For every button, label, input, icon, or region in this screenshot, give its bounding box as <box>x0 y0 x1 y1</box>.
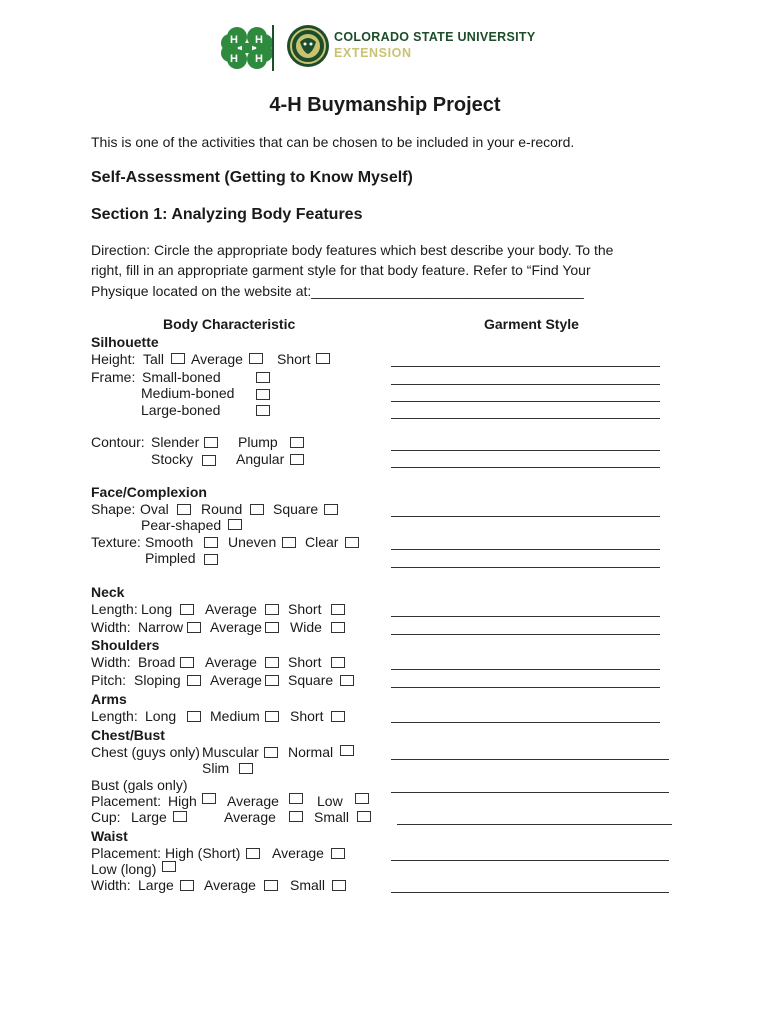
checkbox-shoulder-short[interactable] <box>331 657 345 668</box>
garment-line-waist-placement[interactable] <box>391 860 669 861</box>
page-title: 4-H Buymanship Project <box>269 94 501 116</box>
garment-line-neck-length[interactable] <box>391 616 660 617</box>
checkbox-oval[interactable] <box>177 504 191 515</box>
label-waist-placement: Placement: <box>91 845 162 861</box>
checkbox-neck-long[interactable] <box>180 604 194 615</box>
garment-line-shoulder-pitch[interactable] <box>391 687 660 688</box>
option-medium-boned: Medium-boned <box>141 385 235 401</box>
option-normal: Normal <box>288 744 334 760</box>
label-shoulder-pitch: Pitch: <box>91 672 127 688</box>
svg-text:H: H <box>255 34 263 46</box>
label-height: Height: <box>91 351 136 367</box>
checkbox-clear[interactable] <box>345 537 359 548</box>
checkbox-shoulder-square[interactable] <box>340 675 354 686</box>
garment-line-contour-1[interactable] <box>391 450 660 451</box>
garment-line-shoulder-width[interactable] <box>391 669 660 670</box>
option-neck-average: Average <box>205 601 257 617</box>
checkbox-bust-average[interactable] <box>289 793 303 804</box>
checkbox-neck-wide[interactable] <box>331 622 345 633</box>
four-leaf-clover-icon <box>220 23 274 73</box>
option-arm-short: Short <box>290 708 324 724</box>
option-neck-width-average: Average <box>210 619 262 635</box>
option-neck-short: Short <box>288 601 322 617</box>
svg-text:H: H <box>230 34 238 46</box>
direction-line-1: Direction: Circle the appropriate body features which best describe your body. To the <box>91 242 614 258</box>
option-large-boned: Large-boned <box>141 402 221 418</box>
option-muscular: Muscular <box>202 744 259 760</box>
option-stocky: Stocky <box>151 451 194 467</box>
checkbox-stocky[interactable] <box>202 455 216 466</box>
option-cup-average: Average <box>224 809 276 825</box>
checkbox-cup-small[interactable] <box>357 811 371 822</box>
label-shape: Shape: <box>91 501 136 517</box>
checkbox-arm-medium[interactable] <box>265 711 279 722</box>
checkbox-pear-shaped[interactable] <box>228 519 242 530</box>
option-neck-long: Long <box>141 601 173 617</box>
option-tall: Tall <box>143 351 165 367</box>
checkbox-waist-small[interactable] <box>332 880 346 891</box>
option-angular: Angular <box>236 451 285 467</box>
label-chest-guys: Chest (guys only) <box>91 744 200 760</box>
option-waist-width-average: Average <box>204 877 256 893</box>
checkbox-shoulder-pitch-average[interactable] <box>265 675 279 686</box>
checkbox-pimpled[interactable] <box>204 554 218 565</box>
option-smooth: Smooth <box>145 534 194 550</box>
checkbox-arm-long[interactable] <box>187 711 201 722</box>
option-cup-small: Small <box>314 809 350 825</box>
garment-line-cup[interactable] <box>397 824 672 825</box>
checkbox-normal[interactable] <box>340 745 354 756</box>
section-arms: Arms <box>91 691 127 707</box>
checkbox-tall[interactable] <box>171 353 185 364</box>
checkbox-cup-average[interactable] <box>289 811 303 822</box>
option-clear: Clear <box>305 534 339 550</box>
option-arm-medium: Medium <box>210 708 260 724</box>
checkbox-waist-large[interactable] <box>180 880 194 891</box>
section-neck: Neck <box>91 584 125 600</box>
label-arm-length: Length: <box>91 708 138 724</box>
label-shoulder-width: Width: <box>91 654 131 670</box>
garment-line-height[interactable] <box>391 366 660 367</box>
checkbox-square[interactable] <box>324 504 338 515</box>
option-waist-large: Large <box>138 877 174 893</box>
option-waist-small: Small <box>290 877 326 893</box>
section-waist: Waist <box>91 828 128 844</box>
label-bust-gals: Bust (gals only) <box>91 777 188 793</box>
option-shoulder-square: Square <box>288 672 334 688</box>
section-chest-bust: Chest/Bust <box>91 727 165 743</box>
direction-line-2: right, fill in an appropriate garment style for that body feature. Refer to “Find Your <box>91 262 591 278</box>
heading-self-assessment: Self-Assessment (Getting to Know Myself) <box>91 169 413 186</box>
option-bust-average: Average <box>227 793 279 809</box>
label-waist-width: Width: <box>91 877 131 893</box>
option-plump: Plump <box>238 434 278 450</box>
checkbox-arm-short[interactable] <box>331 711 345 722</box>
option-shoulder-average: Average <box>205 654 257 670</box>
checkbox-bust-high[interactable] <box>202 793 216 804</box>
checkbox-neck-average[interactable] <box>265 604 279 615</box>
label-contour: Contour: <box>91 434 145 450</box>
checkbox-round[interactable] <box>250 504 264 515</box>
checkbox-uneven[interactable] <box>282 537 296 548</box>
garment-line-chest[interactable] <box>391 759 669 760</box>
option-square: Square <box>273 501 319 517</box>
svg-text:H: H <box>255 53 263 65</box>
checkbox-slender[interactable] <box>204 437 218 448</box>
option-shoulder-pitch-average: Average <box>210 672 262 688</box>
heading-section-1: Section 1: Analyzing Body Features <box>91 206 363 223</box>
section-silhouette: Silhouette <box>91 334 159 350</box>
checkbox-smooth[interactable] <box>204 537 218 548</box>
ram-seal-icon <box>286 23 330 69</box>
option-round: Round <box>201 501 243 517</box>
garment-line-bust-placement[interactable] <box>391 792 669 793</box>
garment-line-frame-small[interactable] <box>391 384 660 385</box>
option-waist-average: Average <box>272 845 324 861</box>
option-small-boned: Small-boned <box>142 369 221 385</box>
university-name: COLORADO STATE UNIVERSITY <box>334 30 536 44</box>
checkbox-muscular[interactable] <box>264 747 278 758</box>
checkbox-medium-boned[interactable] <box>256 389 270 400</box>
garment-line-frame-large[interactable] <box>391 418 660 419</box>
option-shoulder-broad: Broad <box>138 654 176 670</box>
checkbox-small-boned[interactable] <box>256 372 270 383</box>
option-arm-long: Long <box>145 708 177 724</box>
column-header-garment-style: Garment Style <box>484 316 579 332</box>
section-face-complexion: Face/Complexion <box>91 484 207 500</box>
option-shoulder-short: Short <box>288 654 322 670</box>
garment-line-arms[interactable] <box>391 722 660 723</box>
option-bust-high: High <box>168 793 197 809</box>
checkbox-waist-high-short[interactable] <box>246 848 260 859</box>
checkbox-angular[interactable] <box>290 454 304 465</box>
checkbox-neck-width-average[interactable] <box>265 622 279 633</box>
checkbox-waist-width-average[interactable] <box>264 880 278 891</box>
garment-line-texture-2[interactable] <box>391 567 660 568</box>
checkbox-shoulder-average[interactable] <box>265 657 279 668</box>
option-waist-low-long: Low (long) <box>91 861 157 877</box>
checkbox-waist-low-long[interactable] <box>162 861 176 872</box>
checkbox-short[interactable] <box>316 353 330 364</box>
garment-line-texture-1[interactable] <box>391 549 660 550</box>
checkbox-neck-narrow[interactable] <box>187 622 201 633</box>
option-cup-large: Large <box>131 809 167 825</box>
checkbox-average[interactable] <box>249 353 263 364</box>
garment-line-neck-width[interactable] <box>391 634 660 635</box>
option-pear-shaped: Pear-shaped <box>141 517 222 533</box>
label-cup: Cup: <box>91 809 121 825</box>
option-uneven: Uneven <box>228 534 277 550</box>
intro-text: This is one of the activities that can be chosen to be included in your e-record. <box>91 134 575 150</box>
svg-text:H: H <box>230 53 238 65</box>
checkbox-shoulder-sloping[interactable] <box>187 675 201 686</box>
checkbox-large-boned[interactable] <box>256 405 270 416</box>
section-shoulders: Shoulders <box>91 637 160 653</box>
option-bust-low: Low <box>317 793 343 809</box>
option-oval: Oval <box>140 501 169 517</box>
label-neck-width: Width: <box>91 619 131 635</box>
garment-line-shape[interactable] <box>391 516 660 517</box>
extension-name: EXTENSION <box>334 46 412 60</box>
checkbox-shoulder-broad[interactable] <box>180 657 194 668</box>
checkbox-bust-low[interactable] <box>355 793 369 804</box>
garment-line-frame-medium[interactable] <box>391 401 660 402</box>
label-bust-placement: Placement: <box>91 793 162 809</box>
label-texture: Texture: <box>91 534 141 550</box>
label-neck-length: Length: <box>91 601 138 617</box>
option-average: Average <box>191 351 243 367</box>
checkbox-waist-average[interactable] <box>331 848 345 859</box>
checkbox-cup-large[interactable] <box>173 811 187 822</box>
option-slender: Slender <box>151 434 200 450</box>
option-neck-wide: Wide <box>290 619 322 635</box>
direction-line-3: Physique located on the website at:___________________________________ <box>91 283 584 299</box>
option-short: Short <box>277 351 311 367</box>
checkbox-slim[interactable] <box>239 763 253 774</box>
garment-line-contour-2[interactable] <box>391 467 660 468</box>
option-slim: Slim <box>202 760 230 776</box>
garment-line-waist-width[interactable] <box>391 892 669 893</box>
column-header-body-characteristic: Body Characteristic <box>163 316 296 332</box>
option-shoulder-sloping: Sloping <box>134 672 181 688</box>
checkbox-plump[interactable] <box>290 437 304 448</box>
label-frame: Frame: <box>91 369 136 385</box>
checkbox-neck-short[interactable] <box>331 604 345 615</box>
option-pimpled: Pimpled <box>145 550 196 566</box>
option-neck-narrow: Narrow <box>138 619 184 635</box>
option-waist-high-short: High (Short) <box>165 845 241 861</box>
